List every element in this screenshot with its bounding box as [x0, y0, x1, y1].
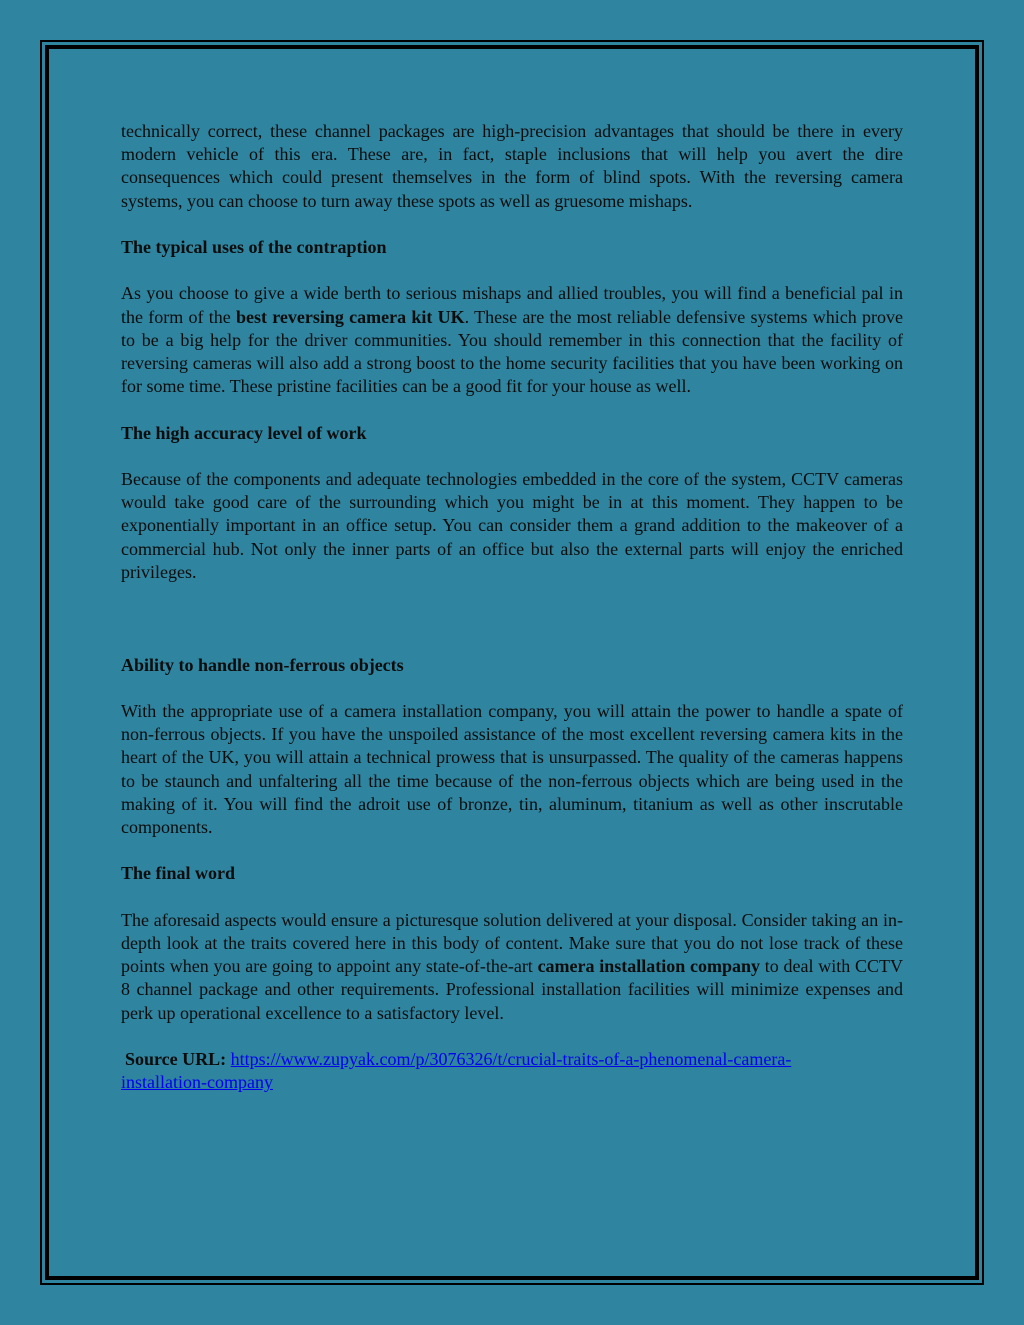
source-url-link[interactable]	[231, 1049, 792, 1069]
source-url-part-2: installation-company	[121, 1072, 273, 1093]
paragraph-text: . These are the most reliable defensive systems which prove to be a big help for the driver communities. You should remember in this connection that the facility of reversing cameras will also add a strong boost to the home security facilities that you have been working on for some time. These pristine facilities can be a good fit for your house as well.	[121, 306, 903, 397]
source-url-label: Source URL:	[125, 1048, 227, 1069]
keyword-link-reversing-camera-kit[interactable]: best reversing camera kit UK	[236, 306, 465, 327]
source-url-line-2	[121, 1071, 903, 1094]
intro-paragraph: technically correct, these channel packages are high-precision advantages that should be there in every modern vehicle of this era. These are, in fact, staple inclusions that will help you avert the dire consequences which could present themselves in the form of blind spots. With the reversing camera systems, you can choose to turn away these spots as well as gruesome mishaps.	[121, 121, 903, 211]
keyword-link-camera-installation-company[interactable]: camera installation company	[537, 956, 761, 977]
paragraph-text: The aforesaid aspects would ensure a picturesque solution delivered at your disposal. Consider taking an in-depth look at the traits covered here in this body of content. Make sure that you do not lose track of these points when you are going to appoint any state-of-the-art	[121, 909, 903, 977]
document-body	[121, 120, 903, 1094]
section-heading-final-word: The final word	[121, 863, 236, 884]
source-url-part-1: https://www.zupyak.com/p/3076326/t/crucial-traits-of-a-phenomenal-camera-	[230, 1048, 792, 1069]
section-paragraph-final-word	[121, 909, 903, 1025]
section-paragraph-non-ferrous: With the appropriate use of a camera installation company, you will attain the power to handle a spate of non-ferrous objects. If you have the unspoiled assistance of the most excellent reversing camera kits in the heart of the UK, you will attain a technical prowess that is unsurpassed. The quality of the cameras happens to be staunch and unfaltering all the time because of the non-ferrous objects which are being used in the making of it. You will find the adroit use of bronze, tin, aluminum, titanium as well as other inscrutable components.	[121, 700, 903, 837]
source-url-line	[121, 1048, 903, 1071]
section-paragraph-typical-uses	[121, 282, 903, 398]
paragraph-text: to deal with CCTV 8 channel package and other requirements. Professional installation facilities will minimize expenses and perk up operational excellence to a satisfactory level.	[121, 956, 903, 1023]
section-paragraph-accuracy: Because of the components and adequate technologies embedded in the core of the system, CCTV cameras would take good care of the surrounding which you might be in at this moment. They happen to be exponentially important in an office setup. You can consider them a grand addition to the makeover of a commercial hub. Not only the inner parts of an office but also the external parts will enjoy the enriched privileges.	[121, 468, 903, 582]
paragraph-text: As you choose to give a wide berth to serious mishaps and allied troubles, you will find a beneficial pal in the form of the	[121, 283, 903, 327]
source-url-link-continued[interactable]	[121, 1072, 273, 1092]
section-heading-typical-uses: The typical uses of the contraption	[121, 237, 387, 257]
section-heading-non-ferrous: Ability to handle non-ferrous objects	[121, 654, 404, 675]
section-heading-accuracy: The high accuracy level of work	[121, 422, 367, 443]
